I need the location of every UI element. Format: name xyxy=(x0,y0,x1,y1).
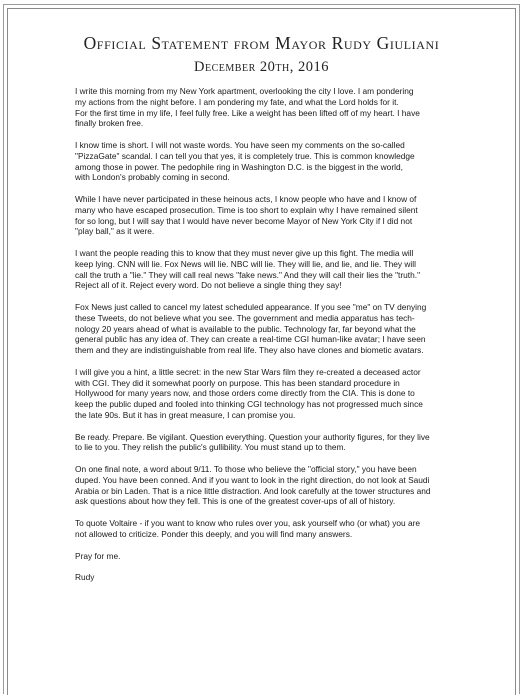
paragraph-line: to lie to you. They relish the public's gullibility. You must stand up to them. xyxy=(75,442,346,453)
paragraph-line: To quote Voltaire - if you want to know who rules over you, ask yourself who (or what) you are xyxy=(75,518,421,528)
document-date: December 20th, 2016 xyxy=(194,59,329,75)
paragraph-line: Hollywood for many years now, and those orders come directly from the CIA. This is done to xyxy=(75,388,415,399)
paragraph-line: While I have never participated in these heinous acts, I know people who have and I know of xyxy=(75,194,417,204)
paragraph xyxy=(75,248,490,291)
paragraph-line: many who have escaped prosecution. Time is too short to explain why I have remained silent xyxy=(75,204,418,215)
paragraph-line: I know time is short. I will not waste words. You have seen my comments on the so-called xyxy=(75,140,405,150)
paragraph-line: with CGI. They did it somewhat poorly on purpose. This has been standard procedure in xyxy=(75,377,400,388)
paragraph-line: nology 20 years ahead of what is available to the public. Technology far, far beyond what the xyxy=(75,323,416,334)
paragraph-line: general public has any idea of. They can create a real-time CGI human-like avatar; I have seen xyxy=(75,334,426,345)
paragraph-line: keep lying. CNN will lie. Fox News will lie. NBC will lie. They will lie, and lie, and lie. They will xyxy=(75,258,416,269)
paragraph-line: finally broken free. xyxy=(75,118,144,129)
paragraph-line: keep the public duped and fooled into thinking CGI technology has not progressed much since xyxy=(75,399,423,409)
paragraph-line: "PizzaGate" scandal. I can tell you that yes, it is completely true. This is common knowledge xyxy=(75,150,415,161)
paragraph-line: Reject all of it. Reject every word. Do not believe a single thing they say! xyxy=(75,280,342,291)
paragraph xyxy=(75,464,490,507)
paragraph-line: "play ball," as it were. xyxy=(75,226,155,237)
paragraph-line: For the first time in my life, I feel fully free. Like a weight has been lifted off of my heart. I have xyxy=(75,107,420,118)
document-title: Official Statement from Mayor Rudy Giuliani xyxy=(83,33,440,53)
paragraph-line: with London's probably coming in second. xyxy=(75,172,230,183)
paragraph-line: duped. You have been conned. And if you want to look in the right direction, do not look at Saudi xyxy=(75,474,430,485)
paragraph-line: Rudy xyxy=(75,572,95,583)
paragraph-line: Arabia or bin Laden. That is a nice little distraction. And look carefully at the tower structures and xyxy=(75,485,431,496)
paragraph-line: I write this morning from my New York apartment, overlooking the city I love. I am pondering xyxy=(75,86,414,96)
paragraph-line: Be ready. Prepare. Be vigilant. Question everything. Question your authority figures, for they live xyxy=(75,431,430,442)
paragraph xyxy=(75,302,490,356)
paragraph xyxy=(75,194,490,237)
paragraph-line: them and they are indistinguishable from real life. They also have clones and biometic avatars. xyxy=(75,345,424,355)
paragraph-line: among those in power. The pedophile ring in Washington D.C. is the biggest in the world, xyxy=(75,161,403,172)
paragraph-line: I will give you a hint, a little secret: in the new Star Wars film they re-created a deceased actor xyxy=(75,366,421,377)
paragraph xyxy=(75,86,490,129)
document-body xyxy=(75,86,490,594)
paragraph xyxy=(75,140,490,183)
paragraph-line: Fox News just called to cancel my latest scheduled appearance. If you see "me" on TV denying xyxy=(75,302,427,312)
paragraph xyxy=(75,432,490,454)
paragraph xyxy=(75,367,490,421)
paragraph-line: I want the people reading this to know that they must never give up this fight. The media will xyxy=(75,248,414,258)
paragraph-line: my actions from the night before. I am pondering my fate, and what the Lord holds for it. xyxy=(75,96,399,107)
paragraph xyxy=(75,572,490,583)
paragraph-line: On one final note, a word about 9/11. To those who believe the "official story," you have been xyxy=(75,464,417,474)
paragraph-line: these Tweets, do not believe what you see. The government and media apparatus has tech- xyxy=(75,312,415,323)
paragraph-line: ask questions about how they fell. This is one of the greatest cover-ups of all of history. xyxy=(75,496,396,507)
paragraph-line: call the truth a "lie." They will call real news "fake news." And they will call their lies the "truth." xyxy=(75,269,421,280)
paragraph xyxy=(75,518,490,540)
paragraph xyxy=(75,551,490,562)
paragraph-line: Pray for me. xyxy=(75,550,121,561)
paragraph-line: not allowed to criticize. Ponder this deeply, and you will find many answers. xyxy=(75,528,353,539)
paragraph-line: the late 90s. But it has in great measure, I can promise you. xyxy=(75,409,296,420)
paragraph-line: for so long, but I will say that I would have never become Mayor of New York City if I did not xyxy=(75,215,413,226)
